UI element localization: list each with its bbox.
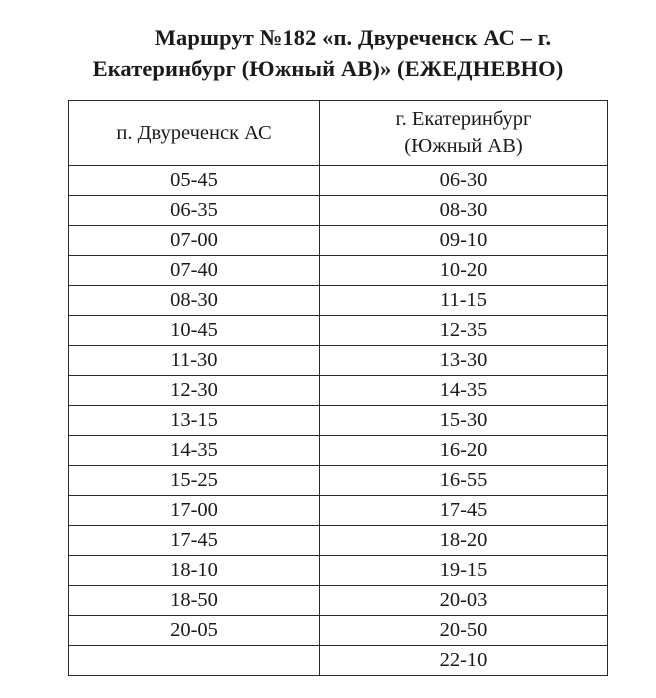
departure-dvurechensk-cell: 18-50 [69,586,320,616]
departure-ekaterinburg-cell: 15-30 [320,406,608,436]
departure-ekaterinburg-cell: 16-20 [320,436,608,466]
table-row [69,226,608,256]
table-row [69,586,608,616]
table-row [69,316,608,346]
departure-ekaterinburg-cell: 10-20 [320,256,608,286]
table-row [69,466,608,496]
departure-ekaterinburg-cell: 18-20 [320,526,608,556]
table-row [69,376,608,406]
departure-ekaterinburg-cell: 12-35 [320,316,608,346]
departure-dvurechensk-cell: 20-05 [69,616,320,646]
title-line-2: Екатеринбург (Южный АВ)» (ЕЖЕДНЕВНО) [92,56,564,81]
departure-dvurechensk-cell: 07-00 [69,226,320,256]
departure-ekaterinburg-cell: 20-03 [320,586,608,616]
schedule-body [69,166,608,676]
table-row [69,166,608,196]
departure-dvurechensk-cell: 05-45 [69,166,320,196]
departure-dvurechensk-cell: 14-35 [69,436,320,466]
departure-dvurechensk-cell: 07-40 [69,256,320,286]
table-row [69,646,608,676]
departure-ekaterinburg-cell: 16-55 [320,466,608,496]
departure-ekaterinburg-cell: 09-10 [320,226,608,256]
table-row [69,256,608,286]
departure-dvurechensk-cell: 15-25 [69,466,320,496]
departure-dvurechensk-cell: 11-30 [69,346,320,376]
table-row [69,616,608,646]
departure-ekaterinburg-cell: 14-35 [320,376,608,406]
departure-dvurechensk-cell [69,646,320,676]
departure-dvurechensk-cell: 17-45 [69,526,320,556]
departure-ekaterinburg-cell: 20-50 [320,616,608,646]
departure-ekaterinburg-cell: 13-30 [320,346,608,376]
departure-ekaterinburg-cell: 08-30 [320,196,608,226]
table-row [69,526,608,556]
table-row [69,496,608,526]
departure-dvurechensk-cell: 18-10 [69,556,320,586]
page-title [0,22,656,84]
table-row [69,436,608,466]
schedule-table [68,100,608,676]
table-row [69,196,608,226]
header-to-line-1: г. Екатеринбург [395,108,532,130]
table-row [69,406,608,436]
departure-dvurechensk-cell: 06-35 [69,196,320,226]
departure-ekaterinburg-cell: 17-45 [320,496,608,526]
departure-dvurechensk-cell: 10-45 [69,316,320,346]
header-from: п. Двуреченск АС [69,101,320,166]
table-row [69,286,608,316]
header-to [320,101,608,166]
departure-ekaterinburg-cell: 22-10 [320,646,608,676]
table-row [69,556,608,586]
departure-dvurechensk-cell: 13-15 [69,406,320,436]
title-line-1: Маршрут №182 «п. Двуреченск АС – г. [154,25,552,50]
departure-dvurechensk-cell: 17-00 [69,496,320,526]
departure-ekaterinburg-cell: 06-30 [320,166,608,196]
header-to-line-2: (Южный АВ) [404,135,523,157]
departure-ekaterinburg-cell: 19-15 [320,556,608,586]
departure-dvurechensk-cell: 08-30 [69,286,320,316]
departure-ekaterinburg-cell: 11-15 [320,286,608,316]
table-row [69,346,608,376]
departure-dvurechensk-cell: 12-30 [69,376,320,406]
header-row [69,101,608,166]
